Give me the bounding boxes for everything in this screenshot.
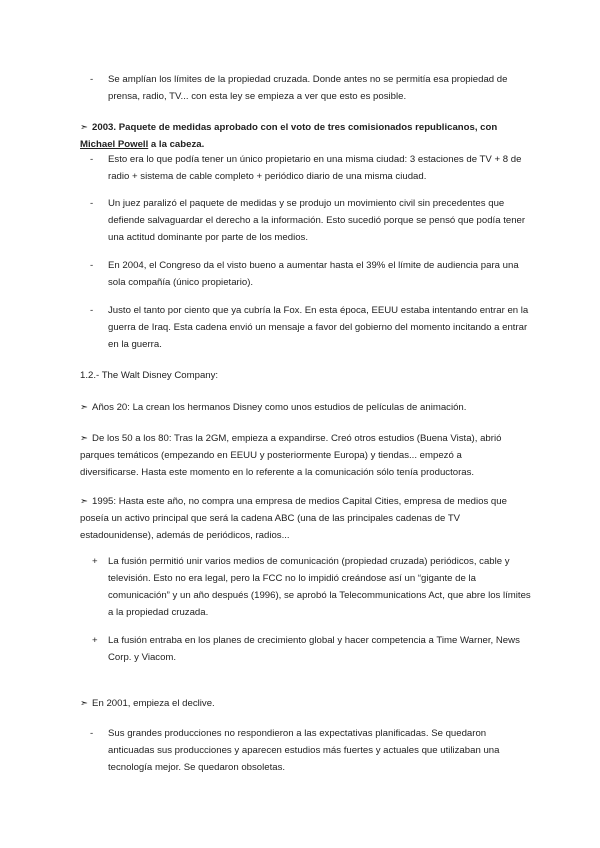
section-title: 1.2.- The Walt Disney Company:	[80, 370, 219, 381]
arrow-paragraph	[80, 430, 520, 481]
dash-marker: -	[90, 74, 94, 85]
arrow-bullet-icon: ➣	[80, 433, 89, 444]
dash-marker: -	[90, 198, 94, 209]
bullet-text: Sus grandes producciones no respondieron a las expectativas planificadas. Se quedaron anticuadas sus producciones y aparecen estudios más fuertes y actuales que utilizaban una tecnología mejor. Se quedaron obsoletas.	[108, 728, 500, 773]
bullet-text: Justo el tanto por ciento que ya cubría la Fox. En esta época, EEUU estaba intentando entrar en la guerra de Iraq. Esta cadena envió un mensaje a favor del gobierno del momento incitando a entrar en la guerra.	[108, 305, 529, 350]
paragraph-text: En 2001, empieza el declive.	[92, 698, 215, 709]
arrow-bullet-icon: ➣	[80, 496, 89, 507]
arrow-bullet-icon: ➣	[80, 122, 89, 133]
arrow-bullet-icon: ➣	[80, 402, 89, 413]
bullet-text: Esto era lo que podía tener un único propietario en una misma ciudad: 3 estaciones de TV + 8 de radio + sistema de cable completo + periódico diario de una misma ciudad.	[108, 154, 522, 182]
arrow-bullet-icon: ➣	[80, 698, 89, 709]
dash-marker: -	[90, 305, 94, 316]
dash-marker: -	[90, 154, 94, 165]
paragraph-text: De los 50 a los 80: Tras la 2GM, empieza a expandirse. Creó otros estudios (Buena Vista), abrió parques temáticos (empezando en EEUU y posteriormente Europa) y tiendas... empezó a diversificarse. Hasta este momento en lo referente a la comunicación sólo tenía productoras.	[80, 433, 502, 478]
plus-text: La fusión entraba en los planes de crecimiento global y hacer competencia a Time Warner, News Corp. y Viacom.	[108, 635, 520, 663]
arrow-paragraph	[80, 493, 520, 544]
plus-marker: +	[92, 556, 98, 567]
section-heading-2003	[80, 119, 520, 153]
heading-name-link: Michael Powell	[80, 139, 149, 150]
dash-marker: -	[90, 260, 94, 271]
plus-text: La fusión permitió unir varios medios de comunicación (propiedad cruzada) periódicos, cable y televisión. Esto no era legal, pero la FCC no lo impidió creándose así un “gigante de la comunicación” y un año después (1996), se aprobó la Telecommunications Act, que abre los límites a la propiedad cruzada.	[108, 556, 531, 618]
dash-marker: -	[90, 728, 94, 739]
bullet-text: Se amplían los límites de la propiedad cruzada. Donde antes no se permitía esa propiedad de prensa, radio, TV... con esta ley se empieza a ver que esto es posible.	[108, 74, 508, 102]
bullet-text: Un juez paralizó el paquete de medidas y se produjo un movimiento civil sin precedentes que defiende salvaguardar el derecho a la información. Esto sucedió porque se pensó que podía tener una actitud dominante por parte de los medios.	[108, 198, 526, 243]
heading-text: 2003. Paquete de medidas aprobado con el voto de tres comisionados republicanos, con	[92, 122, 498, 133]
heading-text-end: a la cabeza.	[148, 139, 205, 150]
bullet-text: En 2004, el Congreso da el visto bueno a aumentar hasta el 39% el límite de audiencia para una sola compañía (único propietario).	[108, 260, 519, 288]
arrow-paragraph	[80, 399, 520, 416]
paragraph-text: Años 20: La crean los hermanos Disney como unos estudios de películas de animación.	[92, 402, 467, 413]
paragraph-text: 1995: Hasta este año, no compra una empresa de medios Capital Cities, empresa de medios que poseía un activo principal que será la cadena ABC (una de las principales cadenas de TV estadounidense), además de periódicos, radios...	[80, 496, 507, 541]
arrow-paragraph	[80, 695, 520, 712]
plus-marker: +	[92, 635, 98, 646]
